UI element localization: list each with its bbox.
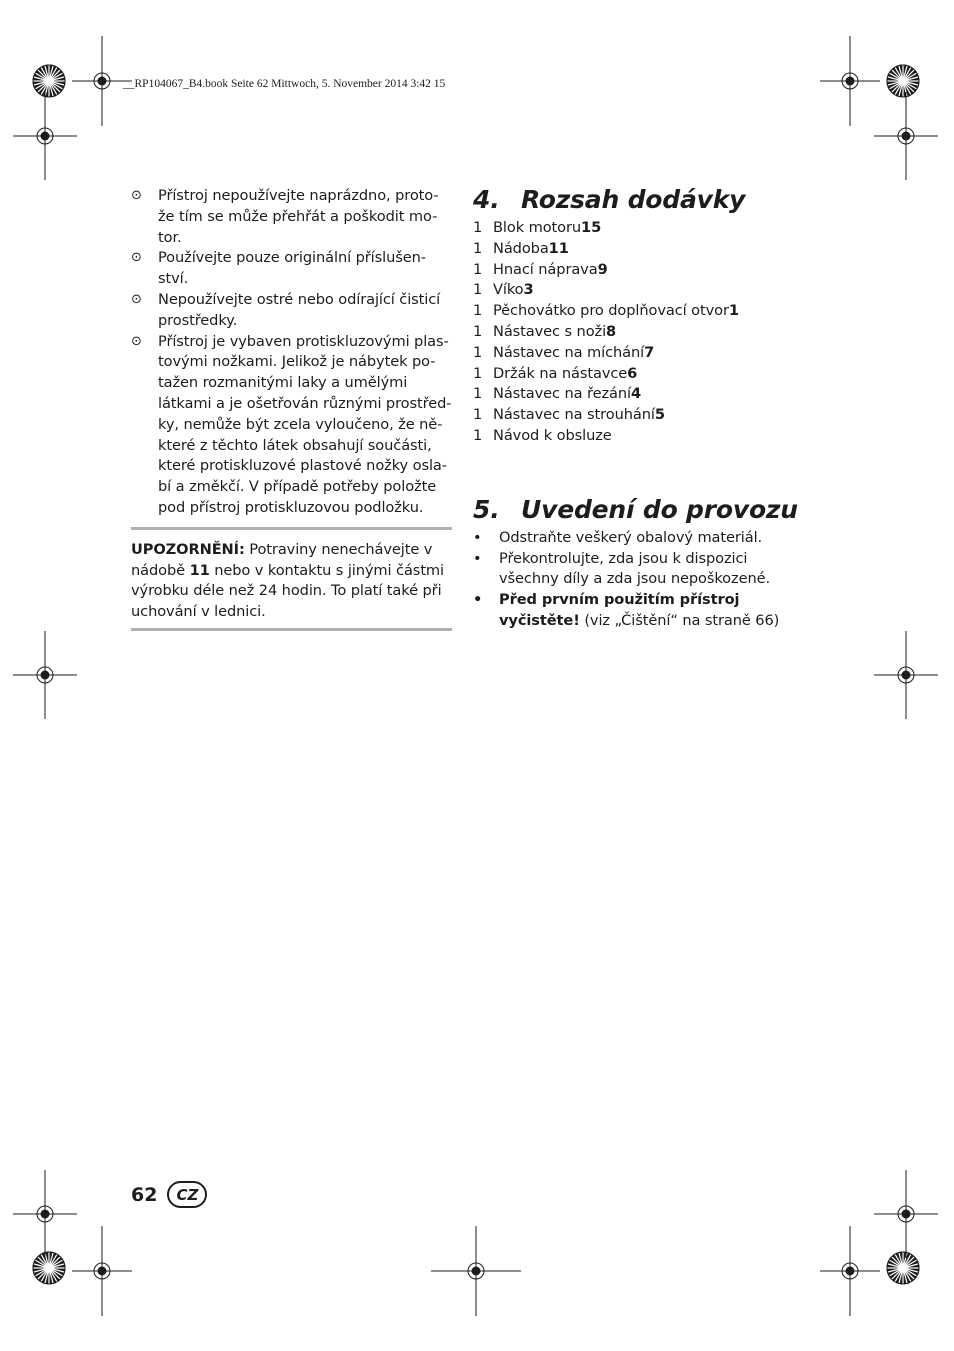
page-number: 62 <box>131 1183 158 1206</box>
section-heading-scope-of-delivery <box>473 182 803 218</box>
part-ref-number: 9 <box>597 260 608 278</box>
list-item-text: Před prvním použitím přístroj <box>499 591 740 609</box>
item-label: Hnací náprava <box>493 260 598 278</box>
cross-reference: (viz „Čištění“ na straně 66) <box>579 611 780 629</box>
part-ref-number: 15 <box>581 219 602 236</box>
note-text: uchování v lednici. <box>131 603 266 621</box>
circled-dot-bullet-icon: ⊙ <box>131 333 142 349</box>
item-label: Nádoba <box>493 239 549 257</box>
part-ref-number: 7 <box>644 343 655 361</box>
list-item-text: tažen rozmanitými laky a umělými <box>158 374 408 392</box>
list-item-text: pod přístroj protiskluzovou podložku. <box>158 498 424 516</box>
list-item <box>473 260 803 281</box>
item-quantity: 1 <box>473 426 483 444</box>
list-item-text: které protiskluzové plastové nožky osla- <box>158 457 447 475</box>
part-ref-number: 5 <box>654 406 665 424</box>
list-item-text: Přístroj nepoužívejte naprázdno, proto- <box>158 187 439 204</box>
list-item-text: vyčistěte! <box>499 611 580 629</box>
item-label: Blok motoru <box>493 219 582 236</box>
print-file-info: __RP104067_B4.book Seite 62 Mittwoch, 5. November 2014 3:42 15 <box>123 78 446 90</box>
circled-dot-bullet-icon: ⊙ <box>131 188 142 203</box>
note-text: výrobku déle než 24 hodin. To platí také při <box>131 582 442 600</box>
item-quantity: 1 <box>473 302 483 320</box>
list-item-text: Překontrolujte, zda jsou k dispozici <box>499 549 748 567</box>
section-number: 4. <box>473 185 500 214</box>
item-quantity: 1 <box>473 281 483 299</box>
item-label: Návod k obsluze <box>493 426 612 444</box>
section-heading-startup <box>473 492 803 528</box>
list-item-text: ství. <box>158 270 189 288</box>
list-item-text: které z těchto látek obsahují součásti, <box>158 436 432 454</box>
item-quantity: 1 <box>473 219 483 236</box>
warning-note <box>131 527 452 631</box>
safety-bullet-list <box>131 186 452 519</box>
item-label: Pěchovátko pro doplňovací otvor <box>493 302 729 320</box>
list-item-text: ky, nemůže být zcela vyloučeno, že ně- <box>158 415 443 433</box>
list-item-text: látkami a je ošetřován různými prostřed- <box>158 394 452 412</box>
part-ref-number: 4 <box>631 385 642 403</box>
part-ref-number: 6 <box>627 364 638 382</box>
item-quantity: 1 <box>473 406 483 424</box>
list-item-text: prostředky. <box>158 311 238 329</box>
bullet-dot-icon: • <box>473 549 482 567</box>
list-item <box>473 280 803 301</box>
list-item-text: že tím se může přehřát a poškodit mo- <box>158 207 438 225</box>
item-quantity: 1 <box>473 385 483 403</box>
note-text: nebo v kontaktu s jinými částmi <box>209 561 445 579</box>
item-label: Držák na nástavce <box>493 364 628 382</box>
note-text: Potraviny nenechávejte v <box>244 540 433 558</box>
list-item <box>473 301 803 322</box>
item-label: Nástavec na strouhání <box>493 406 655 424</box>
right-column <box>473 182 803 632</box>
item-quantity: 1 <box>473 260 483 278</box>
item-quantity: 1 <box>473 343 483 361</box>
section-title: Uvedení do provozu <box>521 494 798 524</box>
list-item <box>473 528 803 549</box>
list-item-text: tor. <box>158 228 182 246</box>
note-label: UPOZORNĚNÍ: <box>131 540 245 558</box>
list-item <box>473 218 803 239</box>
part-ref-number: 11 <box>548 239 569 257</box>
page-footer <box>131 1181 207 1208</box>
item-label: Víko <box>493 281 524 299</box>
list-item-text: Odstraňte veškerý obalový materiál. <box>499 528 763 546</box>
item-label: Nástavec s noži <box>493 322 607 340</box>
list-item-text: Přístroj je vybaven protiskluzovými plas- <box>158 332 449 350</box>
list-item <box>131 290 452 332</box>
list-item-text: všechny díly a zda jsou nepoškozené. <box>499 570 771 588</box>
list-item <box>131 186 452 248</box>
list-item <box>473 239 803 260</box>
note-text: nádobě <box>131 561 190 579</box>
part-ref-number: 1 <box>728 302 739 320</box>
list-item-text: Nepoužívejte ostré nebo odírající čisticí <box>158 290 441 308</box>
list-item <box>473 343 803 364</box>
left-column <box>131 186 452 631</box>
section-number: 5. <box>473 494 500 524</box>
list-item <box>473 405 803 426</box>
circled-dot-bullet-icon: ⊙ <box>131 291 142 307</box>
item-quantity: 1 <box>473 239 483 257</box>
item-quantity: 1 <box>473 364 483 382</box>
bullet-dot-icon: • <box>473 591 483 609</box>
bullet-dot-icon: • <box>473 528 482 546</box>
list-item <box>131 248 452 290</box>
item-quantity: 1 <box>473 322 483 340</box>
item-label: Nástavec na řezání <box>493 385 632 403</box>
list-item <box>473 322 803 343</box>
list-item <box>473 549 803 591</box>
list-item <box>131 332 452 519</box>
list-item-text: tovými nožkami. Jelikož je nábytek po- <box>158 353 436 371</box>
list-item <box>473 590 803 632</box>
list-item <box>473 384 803 405</box>
list-item <box>473 364 803 385</box>
list-item <box>473 426 803 447</box>
delivery-items-list <box>473 218 803 447</box>
list-item-text: bí a změkčí. V případě potřeby položte <box>158 478 437 496</box>
startup-bullet-list <box>473 528 803 632</box>
circled-dot-bullet-icon: ⊙ <box>131 250 142 266</box>
part-ref-number: 11 <box>189 561 210 579</box>
list-item-text: Používejte pouze originální příslušen- <box>158 249 426 267</box>
country-badge: CZ <box>167 1181 207 1208</box>
item-label: Nástavec na míchání <box>493 343 645 361</box>
part-ref-number: 8 <box>606 322 617 340</box>
section-title: Rozsah dodávky <box>521 185 746 214</box>
part-ref-number: 3 <box>523 281 534 299</box>
